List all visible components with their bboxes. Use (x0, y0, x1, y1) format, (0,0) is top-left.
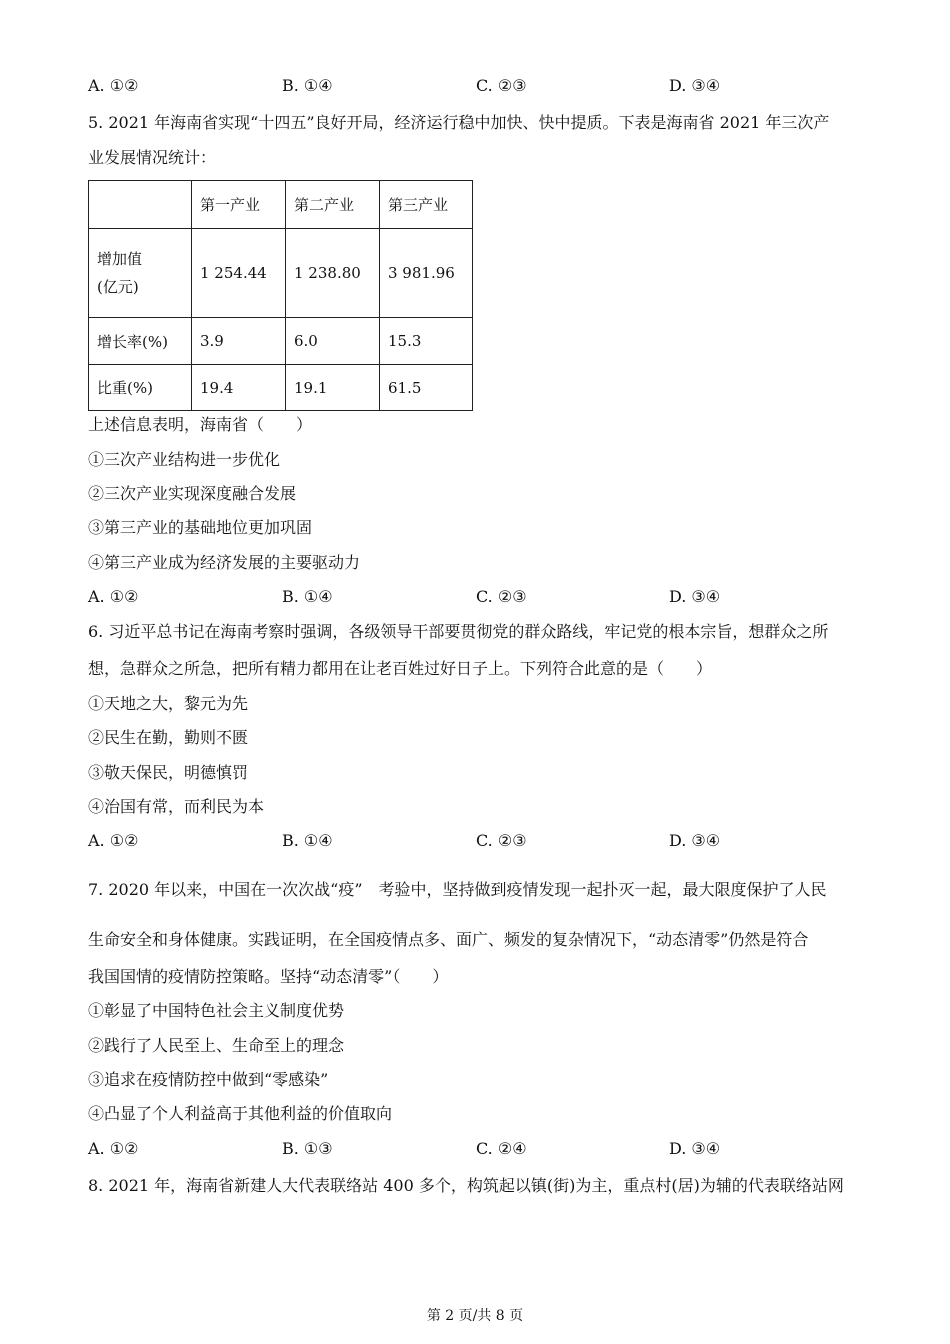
table-cell: 3.9 (192, 318, 286, 365)
q6-stem: 想，急群众之所急，把所有精力都用在让老百姓过好日子上。下列符合此意的是（ ） (88, 659, 713, 678)
table-cell: 6.0 (286, 318, 380, 365)
table-cell: 1 238.80 (286, 229, 380, 318)
option-d: D. ③④ (669, 76, 721, 95)
table-cell: 19.1 (286, 365, 380, 411)
option-a: A. ①② (88, 831, 139, 850)
row-label: 增长率(%) (89, 318, 192, 365)
q7-item: ③追求在疫情防控中做到“零感染” (88, 1070, 329, 1089)
table-cell: 1 254.44 (192, 229, 286, 318)
table-header: 第二产业 (286, 181, 380, 229)
q6-item: ④治国有常，而利民为本 (88, 797, 265, 816)
option-b: B. ①③ (282, 1139, 333, 1158)
q7-item: ④凸显了个人利益高于其他利益的价值取向 (88, 1104, 393, 1123)
option-b: B. ①④ (282, 587, 333, 606)
option-c: C. ②③ (476, 76, 527, 95)
q5-options (88, 587, 888, 607)
q7-item: ②践行了人民至上、生命至上的理念 (88, 1036, 345, 1055)
table-row (89, 365, 473, 411)
table-header: 第一产业 (192, 181, 286, 229)
q5-item: ①三次产业结构进一步优化 (88, 450, 281, 469)
table-cell: 19.4 (192, 365, 286, 411)
q6-stem: 6. 习近平总书记在海南考察时强调，各级领导干部要贯彻党的群众路线，牢记党的根本宗旨，想群众之所 (88, 622, 829, 641)
option-c: C. ②③ (476, 587, 527, 606)
option-a: A. ①② (88, 76, 139, 95)
q7-stem: 我国国情的疫情防控策略。坚持“动态清零”（ ） (88, 967, 449, 986)
option-c: C. ②④ (476, 1139, 527, 1158)
q5-item: ②三次产业实现深度融合发展 (88, 484, 297, 503)
q7-item: ①彰显了中国特色社会主义制度优势 (88, 1001, 345, 1020)
industry-table (88, 180, 473, 411)
row-label: 比重(%) (89, 365, 192, 411)
q5-stem: 5. 2021 年海南省实现“十四五”良好开局，经济运行稳中加快、快中提质。下表是海南省 2021 年三次产 (88, 113, 830, 132)
table-header-row (89, 181, 473, 229)
option-d: D. ③④ (669, 587, 721, 606)
q6-options (88, 831, 888, 851)
q8-stem: 8. 2021 年，海南省新建人大代表联络站 400 多个，构筑起以镇(街)为主，重点村(居)为辅的代表联络站网 (88, 1176, 844, 1195)
q6-item: ②民生在勤，勤则不匮 (88, 728, 249, 747)
table-header: 第三产业 (380, 181, 473, 229)
table-header (89, 181, 192, 229)
table-cell: 15.3 (380, 318, 473, 365)
q4-options (88, 76, 888, 96)
q5-item: ④第三产业成为经济发展的主要驱动力 (88, 553, 361, 572)
q6-item: ①天地之大，黎元为先 (88, 694, 249, 713)
table-cell: 3 981.96 (380, 229, 473, 318)
label-line: (亿元) (97, 278, 139, 296)
q7-stem: 生命安全和身体健康。实践证明，在全国疫情点多、面广、频发的复杂情况下，“动态清零”仍然是符合 (88, 930, 809, 949)
option-d: D. ③④ (669, 1139, 721, 1158)
q7-stem: 7. 2020 年以来，中国在一次次战“疫” 考验中，坚持做到疫情发现一起扑灭一起，最大限度保护了人民 (88, 880, 827, 899)
q5-stem: 业发展情况统计： (88, 148, 217, 167)
label-line: 增加值 (97, 250, 143, 268)
row-label (89, 229, 192, 318)
q6-item: ③敬天保民，明德慎罚 (88, 763, 249, 782)
option-c: C. ②③ (476, 831, 527, 850)
page-footer: 第 2 页/共 8 页 (426, 1308, 524, 1324)
q5-question: 上述信息表明，海南省（ ） (88, 415, 313, 434)
q5-item: ③第三产业的基础地位更加巩固 (88, 518, 313, 537)
q7-options (88, 1139, 888, 1159)
table-row (89, 229, 473, 318)
table-cell: 61.5 (380, 365, 473, 411)
option-d: D. ③④ (669, 831, 721, 850)
option-b: B. ①④ (282, 76, 333, 95)
option-b: B. ①④ (282, 831, 333, 850)
table-row (89, 318, 473, 365)
option-a: A. ①② (88, 1139, 139, 1158)
option-a: A. ①② (88, 587, 139, 606)
